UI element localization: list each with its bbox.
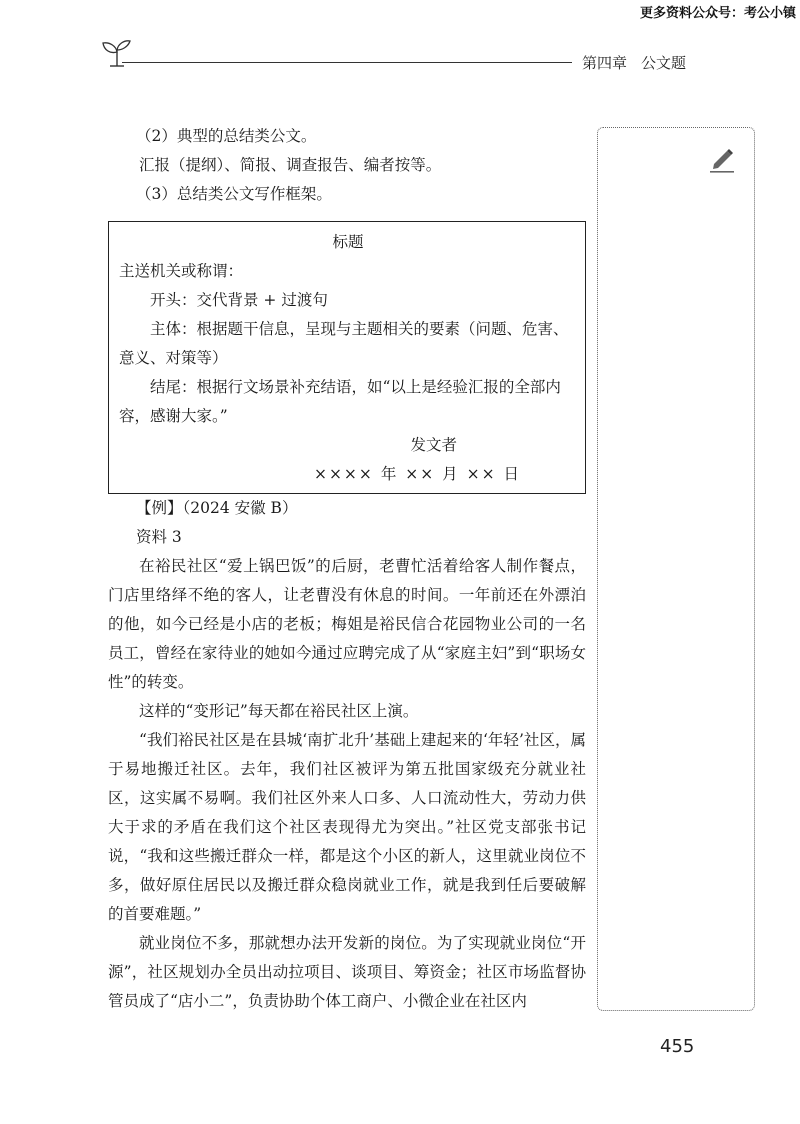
paragraph: 在裕民社区“爱上锅巴饭”的后厨，老曹忙活着给客人制作餐点，门店里络绎不绝的客人，让老曹没有休息的时间。一年前还在外漂泊的他，如今已经是小店的老板；梅姐是裕民信合花园物业公司的一名员工，曾经在家待业的她如今通过应聘完成了从“家庭主妇”到“职场女性”的转变。: [108, 557, 586, 691]
chapter-label: 第四章: [582, 54, 628, 72]
paragraph: 就业岗位不多，那就想办法开发新的岗位。为了实现就业岗位“开源”，社区规划办全员出动拉项目、谈项目、筹资金；社区市场监督协管员成了“店小二”，负责协助个体工商户、小微企业在社区内: [108, 934, 586, 1010]
item3-heading: （3）总结类公文写作框架。: [136, 185, 332, 203]
item2-body: 汇报（提纲）、简报、调查报告、编者按等。: [139, 156, 442, 174]
frame-date: ×××× 年 ×× 月 ×× 日: [313, 465, 521, 483]
header-rule: [122, 62, 572, 63]
frame-recipient: 主送机关或称谓：: [119, 262, 244, 280]
frame-signer: 发文者: [410, 436, 457, 454]
source-label: 资料 3: [136, 528, 182, 546]
frame-ending: 结尾：根据行文场景补充结语，如“以上是经验汇报的全部内容，感谢大家。”: [119, 378, 561, 425]
item2-heading: （2）典型的总结类公文。: [136, 127, 317, 145]
frame-title: 标题: [332, 233, 364, 251]
framework-box: [108, 221, 586, 494]
pencil-icon: [706, 144, 736, 174]
main-content: [108, 122, 586, 1016]
notes-margin-box: [597, 127, 755, 1011]
paragraph: “我们裕民社区是在县城‘南扩北升’基础上建起来的‘年轻’社区，属于易地搬迁社区。去年，我们社区被评为第五批国家级充分就业社区，这实属不易啊。我们社区外来人口多、人口流动性大，劳动力供大于求的矛盾在我们这个社区表现得尤为突出。”社区党支部张书记说，“我和这些搬迁群众一样，都是这个小区的新人，这里就业岗位不多，做好原住居民以及搬迁群众稳岗就业工作，就是我到任后要破解的首要难题。”: [108, 731, 586, 923]
frame-opening: 开头：交代背景 + 过渡句: [150, 291, 328, 309]
section-label: 公文题: [641, 54, 687, 72]
frame-main: 主体：根据题干信息，呈现与主题相关的要素（问题、危害、意义、对策等）: [119, 320, 569, 367]
page-number: 455: [660, 1036, 695, 1057]
sprout-icon: [100, 38, 134, 68]
watermark-text: 更多资料公众号：考公小镇: [639, 6, 796, 21]
chapter-header: [582, 52, 686, 73]
paragraph: 这样的“变形记”每天都在裕民社区上演。: [139, 702, 419, 720]
example-label: 【例】（2024 安徽 B）: [136, 499, 298, 517]
